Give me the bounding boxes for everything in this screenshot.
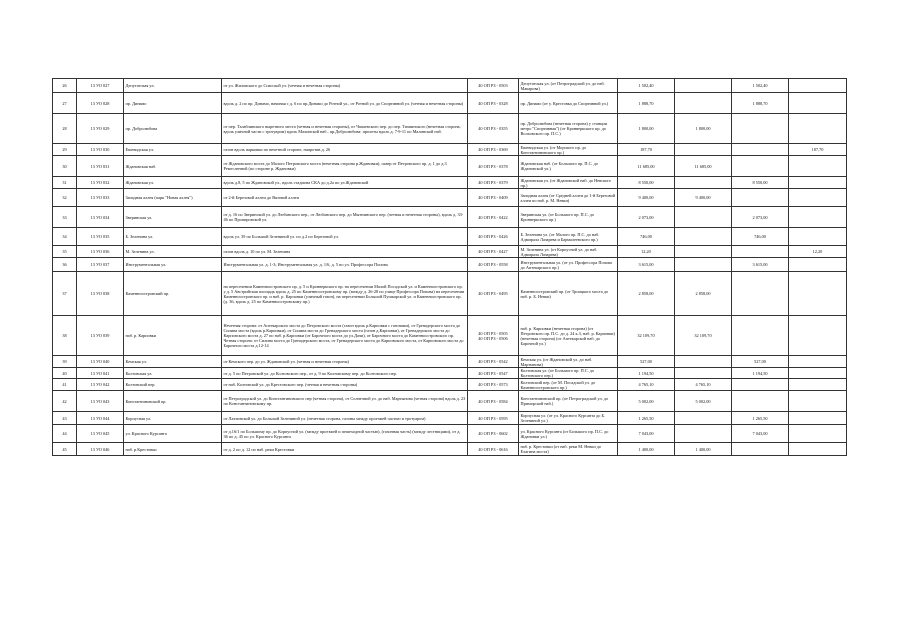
cell-ext: пр. Динамо (от у. Крестовка до Спортивной ул.)	[519, 93, 618, 114]
cell-desc: от Лахтинской ул. до Большой Зелениной ул. (нечетная сторона, газоны между проезжей частью и тротуаром)	[222, 412, 468, 425]
cell-n: 29	[53, 144, 77, 156]
cell-reg: 40 ОП РЗ - 0422	[468, 207, 519, 228]
cell-code: 13 УО 028	[77, 93, 124, 114]
cell-ext: Колтовская ул. (от Большого пр. П.С. до Колтовского пер.)	[519, 368, 618, 379]
cell-v3: 527,00	[732, 356, 789, 368]
cell-desc: от 2-й Березовой аллеи до Вязовой аллеи	[222, 189, 468, 207]
cell-n: 30	[53, 156, 77, 177]
table-row	[53, 114, 847, 144]
cell-n: 43	[53, 412, 77, 425]
cell-reg: 40 ОП РЗ - 0505 40 ОП РЗ - 0506	[468, 316, 519, 356]
cell-v1: 1 265,50	[618, 412, 675, 425]
cell-v2: 4 765,10	[675, 379, 732, 391]
cell-v4	[789, 189, 847, 207]
cell-v1: 3 615,00	[618, 258, 675, 272]
cell-v3: 1 888,70	[732, 93, 789, 114]
cell-desc: от д.16/1 по Большому пр. до Корпусной ул. (между проезжей и пешеходной частью), (газонная часть) (между лестницами), от д. 36 по д. 45 по ул. Красного Курсанта	[222, 425, 468, 443]
cell-v4	[789, 443, 847, 456]
cell-v2	[675, 412, 732, 425]
table-row	[53, 79, 847, 93]
cell-v4	[789, 114, 847, 144]
cell-v4	[789, 93, 847, 114]
cell-ext: Корпусная ул. (от ул. Красного Курсанта до Б. Зелениной ул.)	[519, 412, 618, 425]
cell-desc: вдоль ул. 39 по Большой Зелениной ул. по д.2 по Березовой ул.	[222, 228, 468, 246]
cell-v3	[732, 114, 789, 144]
table-row	[53, 144, 847, 156]
cell-v1: 4 765,10	[618, 379, 675, 391]
cell-v1: 1 194,50	[618, 368, 675, 379]
cell-v2	[675, 246, 732, 258]
table-row	[53, 246, 847, 258]
cell-code: 13 УО 035	[77, 228, 124, 246]
cell-v1: 7 043,00	[618, 425, 675, 443]
cell-n: 44	[53, 425, 77, 443]
cell-n: 26	[53, 79, 77, 93]
cell-code: 13 УО 031	[77, 156, 124, 177]
cell-reg: 40 ОП РЗ - 0495	[468, 272, 519, 316]
cell-name: Ешевидская ул.	[124, 144, 222, 156]
cell-v1: 2 073,00	[618, 207, 675, 228]
cell-v4: 187,70	[789, 144, 847, 156]
cell-n: 37	[53, 272, 77, 316]
cell-code: 13 УО 040	[77, 356, 124, 368]
cell-code: 13 УО 046	[77, 443, 124, 456]
cell-v2	[675, 228, 732, 246]
table-row	[53, 177, 847, 189]
cell-v1: 527,00	[618, 356, 675, 368]
cell-v2	[675, 207, 732, 228]
cell-code: 13 УО 036	[77, 246, 124, 258]
cell-ext: М. Зеленина ул. (от Корпусной ул. до наб. Адмирала Лазарева)	[519, 246, 618, 258]
cell-v4	[789, 391, 847, 412]
cell-v3	[732, 156, 789, 177]
cell-ext: Инструментальная ул. (от ул. Профессора Попова до Аптекарского пр.)	[519, 258, 618, 272]
cell-ext: Колтовский пер. (от М. Посадской ул. до Каменноостровского пр.)	[519, 379, 618, 391]
cell-v4	[789, 379, 847, 391]
cell-desc: от д. 2 по д. 12 по наб. реки Крестовки	[222, 443, 468, 456]
cell-code: 13 УО 030	[77, 144, 124, 156]
cell-v4	[789, 272, 847, 316]
cell-v3: 2 073,00	[732, 207, 789, 228]
cell-v2	[675, 93, 732, 114]
cell-v4	[789, 356, 847, 368]
cell-ext: Б. Зеленина ул. (от Малого пр. П.С. до наб. Адмирала Лазарева и Бармалеевского пр.)	[519, 228, 618, 246]
cell-reg: 40 ОП РЗ - 0409	[468, 189, 519, 207]
cell-v1: 1 888,70	[618, 93, 675, 114]
cell-v3	[732, 391, 789, 412]
cell-v4	[789, 207, 847, 228]
cell-ext: пр. Добролюбова (нечетная сторона) у станции метро "Спортивная") (от Кронверкского пр. до Волховского пр. П.С.)	[519, 114, 618, 144]
cell-desc: от Кемского пер. до ул. Ждановской ул. (четная и нечетная стороны)	[222, 356, 468, 368]
cell-name: пр. Динамо	[124, 93, 222, 114]
cell-v1: 1 400,00	[618, 443, 675, 456]
cell-name: Константиновский пр.	[124, 391, 222, 412]
cell-name: ул. Красного Курсанта	[124, 425, 222, 443]
cell-v2: 1 800,00	[675, 114, 732, 144]
cell-reg: 40 ОП РЗ - 0355	[468, 114, 519, 144]
cell-reg: 40 ОП РЗ - 0426	[468, 228, 519, 246]
cell-v2	[675, 368, 732, 379]
cell-v1: 8 550,00	[618, 177, 675, 189]
cell-code: 13 УО 034	[77, 207, 124, 228]
cell-reg: 40 ОП РЗ - 0503	[468, 79, 519, 93]
cell-n: 40	[53, 368, 77, 379]
cell-v4: 12,20	[789, 246, 847, 258]
cell-code: 13 УО 038	[77, 272, 124, 316]
cell-desc: вдоль д.8, 5 по Ждановской ул., вдоль стадиона СКА до д.2а по ул.Ждановской	[222, 177, 468, 189]
cell-v1: 12,20	[618, 246, 675, 258]
cell-v3	[732, 189, 789, 207]
cell-ext: Константиновский пр. (от Петроградской ул. до Приморской наб.)	[519, 391, 618, 412]
cell-n: 31	[53, 177, 77, 189]
cell-name: Ждановская ул.	[124, 177, 222, 189]
cell-ext: Ешевидская ул. (от Морского пр. до Константиновского пр.)	[519, 144, 618, 156]
cell-reg: 40 ОП РЗ - 0584	[468, 391, 519, 412]
cell-reg: 40 ОП РЗ - 0602	[468, 425, 519, 443]
cell-v3: 746,00	[732, 228, 789, 246]
cell-reg: 40 ОП РЗ - 0558	[468, 258, 519, 272]
cell-ext: Каменноостровский пр. (от Троицкого моста до наб. р. Б. Невки)	[519, 272, 618, 316]
cell-reg: 40 ОП РЗ - 0378	[468, 156, 519, 177]
cell-name: Корпусная ул.	[124, 412, 222, 425]
cell-v3	[732, 144, 789, 156]
cell-name: Депутатская ул.	[124, 79, 222, 93]
cell-v3	[732, 379, 789, 391]
cell-code: 13 УО 043	[77, 391, 124, 412]
cell-name: М. Зеленина ул.	[124, 246, 222, 258]
cell-code: 13 УО 027	[77, 79, 124, 93]
cell-v1: 9 400,00	[618, 189, 675, 207]
cell-desc: от Ждановского моста до Малого Петровского моста (нечетная сторона р.Ждановки), сквер от Петровского пр. д. 1 до д.3 Ремесленной (по стороне р. Ждановки)	[222, 156, 468, 177]
cell-v1: 11 685,00	[618, 156, 675, 177]
cell-v3	[732, 443, 789, 456]
cell-v4	[789, 156, 847, 177]
cell-code: 13 УО 029	[77, 114, 124, 144]
cell-ext: Кемская ул. (от Ждановской ул. до наб. Мартынова)	[519, 356, 618, 368]
cell-v3: 1 265,50	[732, 412, 789, 425]
cell-code: 13 УО 039	[77, 316, 124, 356]
cell-v4	[789, 177, 847, 189]
cell-desc: вдоль д. 2 по пр. Динамо, начиная с д. 6 по пр.Динамо до Ротной ул., от Ротной ул. до Спортивной ул. (четная и нечетная стороны)	[222, 93, 468, 114]
cell-v2: 2 858,00	[675, 272, 732, 316]
table-body	[53, 79, 847, 456]
cell-n: 32	[53, 189, 77, 207]
cell-v3: 1 502,40	[732, 79, 789, 93]
cell-ext: наб. р. Крестовки (от наб. реки М. Невки до Елагина моста)	[519, 443, 618, 456]
cell-v2: 9 400,00	[675, 189, 732, 207]
cell-desc: от пер. Талаблинского вырезного места (четная и нечетная стороны), от Чапаевского пер. до пер. Тихвинского (нечетная сторона, вдоль уличной части с тротуаром) вдоль Малинской наб., пр.Добролюбова: пролеты вдоль д. 7-9-11 по Малинской наб.	[222, 114, 468, 144]
cell-ext: Ждановская наб. (от Большого пр. П.С. до Ждановской ул.)	[519, 156, 618, 177]
cell-desc: на пересечении Каменноостровского пр. д. 5 и Кронверкского пр. на пересечении Малой Посадской ул. и Каменноостровского пр. у д. 5 Австрийская площадь вдоль д. 25 по Каменноостровскому пр. (между д. 26-28 по улице Профессора Попова) на пересечении Каменноостровского пр. и наб. р. Карповки (уличный газон), на пересечении Большой Пушкарской ул. и Каменноостровского пр. (д. 36, вдоль д. 25 по Каменноостровскому пр.)	[222, 272, 468, 316]
cell-reg: 40 ОП РЗ - 0369	[468, 144, 519, 156]
cell-code: 13 УО 041	[77, 368, 124, 379]
cell-code: 13 УО 037	[77, 258, 124, 272]
cell-v4	[789, 368, 847, 379]
cell-code: 13 УО 042	[77, 379, 124, 391]
cell-reg: 40 ОП РЗ - 0547	[468, 368, 519, 379]
cell-reg: 40 ОП РЗ - 0542	[468, 356, 519, 368]
cell-desc: от Петроградской ул. до Константиновского пер (четная сторона), от Солнечной ул. до наб. Мартынова (четная сторона) вдоль д. 23 по Константиновскому пр.	[222, 391, 468, 412]
cell-desc: от д. 5 по Петровской ул. до Колтовского пер., от д. 9 по Колтовскому пер. до Колтовского пер.	[222, 368, 468, 379]
cell-name: Зверинская ул.	[124, 207, 222, 228]
cell-v3: 3 615,00	[732, 258, 789, 272]
table-row	[53, 443, 847, 456]
cell-v4	[789, 258, 847, 272]
cell-n: 36	[53, 258, 77, 272]
cell-v3	[732, 316, 789, 356]
table-row	[53, 258, 847, 272]
cell-reg: 40 ОП РЗ - 0379	[468, 177, 519, 189]
cell-ext: Ждановская ул. (от Ждановской наб. до Невского пр.)	[519, 177, 618, 189]
cell-ext: наб. р. Карповки (нечетная сторона) (от Петровского пр. П.С. до д. 24 к.3, наб. р. Карповки) (нечетная сторона) (от Аптекарской наб. до Барочной ул.)	[519, 316, 618, 356]
cell-v1: 32 109,70	[618, 316, 675, 356]
cell-v3	[732, 246, 789, 258]
cell-n: 33	[53, 207, 77, 228]
cell-v1: 1 502,40	[618, 79, 675, 93]
cell-v4	[789, 316, 847, 356]
cell-v3: 7 043,00	[732, 425, 789, 443]
cell-v4	[789, 425, 847, 443]
data-table	[52, 78, 847, 456]
cell-code: 13 УО 044	[77, 412, 124, 425]
cell-v2	[675, 177, 732, 189]
cell-v2	[675, 258, 732, 272]
cell-desc: от наб. Колтовской ул. до Крестовского пер. (четная и нечетная стороны)	[222, 379, 468, 391]
cell-name: пр. Добролюбова	[124, 114, 222, 144]
cell-name: наб. р.Крестовки	[124, 443, 222, 456]
cell-v2	[675, 425, 732, 443]
cell-name: Инструментальная ул.	[124, 258, 222, 272]
cell-name: Колтовская ул.	[124, 368, 222, 379]
cell-desc: Инструментальная ул. д. 1-3; Инструментальная ул. д. 1/6, д. 5 по ул. Профессора Попова	[222, 258, 468, 272]
cell-v4	[789, 412, 847, 425]
cell-v4	[789, 228, 847, 246]
cell-v2: 1 400,00	[675, 443, 732, 456]
cell-desc: от ул. Жиловского до Спасской ул. (четная и нечетная стороны)	[222, 79, 468, 93]
cell-n: 34	[53, 228, 77, 246]
cell-name: Ждановская наб.	[124, 156, 222, 177]
cell-n: 39	[53, 356, 77, 368]
cell-n: 41	[53, 379, 77, 391]
cell-n: 45	[53, 443, 77, 456]
cell-name: Западная аллея (парк "Новая аллея")	[124, 189, 222, 207]
cell-n: 42	[53, 391, 77, 412]
table-row	[53, 356, 847, 368]
cell-ext: Депутатская ул. (от Петроградской ул. до наб. Макарова)	[519, 79, 618, 93]
cell-v3: 8 550,00	[732, 177, 789, 189]
cell-n: 28	[53, 114, 77, 144]
cell-n: 27	[53, 93, 77, 114]
table-row	[53, 189, 847, 207]
cell-v1: 5 002,00	[618, 391, 675, 412]
table-row	[53, 272, 847, 316]
cell-v2: 11 685,00	[675, 156, 732, 177]
cell-reg: 40 ОП РЗ - 0573	[468, 379, 519, 391]
cell-v2	[675, 144, 732, 156]
cell-reg: 40 ОП РЗ - 0595	[468, 412, 519, 425]
cell-reg: 40 ОП РЗ - 0616	[468, 443, 519, 456]
cell-n: 35	[53, 246, 77, 258]
table-row	[53, 316, 847, 356]
cell-desc: Нечетная сторона: от Аптекарского моста до Петровского моста (газон вдоль р.Карповки с газонами), от Гренадерского моста до Силина моста (вдоль р.Карповки), от Силина моста до Гренадерского моста (газон д.Карповки), от Гренадерского моста до Карповского моста д. 27 по наб. р.Карповки (от Барочного моста до ул.Дачи), от Барочного моста до Каменноостровского пр. Четная сторона: от Силина моста до Гренадерского моста, от Гренадерского моста до Карповского моста, от Карповского моста до Барочного моста д.12-14	[222, 316, 468, 356]
table-row	[53, 391, 847, 412]
table-row	[53, 93, 847, 114]
cell-v2	[675, 356, 732, 368]
cell-v3	[732, 272, 789, 316]
table-row	[53, 412, 847, 425]
cell-v1: 746,00	[618, 228, 675, 246]
cell-code: 13 УО 045	[77, 425, 124, 443]
cell-name: Колтовский пер.	[124, 379, 222, 391]
cell-v2: 5 002,00	[675, 391, 732, 412]
cell-v1: 187,70	[618, 144, 675, 156]
cell-v2	[675, 79, 732, 93]
table-row	[53, 368, 847, 379]
table-row	[53, 156, 847, 177]
cell-name: Кемская ул.	[124, 356, 222, 368]
cell-desc: газон вдоль парковки по нечетной стороне, напротив д. 26	[222, 144, 468, 156]
cell-code: 13 УО 033	[77, 189, 124, 207]
cell-reg: 40 ОП РЗ - 0427	[468, 246, 519, 258]
cell-ext: Зверинская ул. (от Большого пр. П.С. до Кронверкского пр.)	[519, 207, 618, 228]
table-row	[53, 228, 847, 246]
cell-ext: ул. Красного Курсанта (от Большого пр. П.С. до Ждановки ул.)	[519, 425, 618, 443]
cell-desc: от д. 16 по Зверинской ул. до Любанского пер., от Любанского пер. до Мытнинского пер. (четная и нечетная стороны), вдоль д. 33-46 по Пропировской ул.	[222, 207, 468, 228]
table-row	[53, 379, 847, 391]
cell-v4	[789, 79, 847, 93]
cell-ext: Западная аллея (от Средней аллеи до 1-й Березовой аллеи по наб. р. М. Невки)	[519, 189, 618, 207]
cell-n: 38	[53, 316, 77, 356]
cell-name: наб. р. Карповки	[124, 316, 222, 356]
cell-v1: 1 800,00	[618, 114, 675, 144]
cell-v2: 32 109,70	[675, 316, 732, 356]
cell-name: Каменноостровский пр.	[124, 272, 222, 316]
cell-reg: 40 ОП РЗ - 0328	[468, 93, 519, 114]
cell-v3: 1 194,50	[732, 368, 789, 379]
table-row	[53, 207, 847, 228]
cell-v1: 2 858,00	[618, 272, 675, 316]
cell-desc: газон вдоль д. 10 по ул. М. Зеленина	[222, 246, 468, 258]
cell-code: 13 УО 032	[77, 177, 124, 189]
cell-name: Б. Зеленина ул.	[124, 228, 222, 246]
table-row	[53, 425, 847, 443]
